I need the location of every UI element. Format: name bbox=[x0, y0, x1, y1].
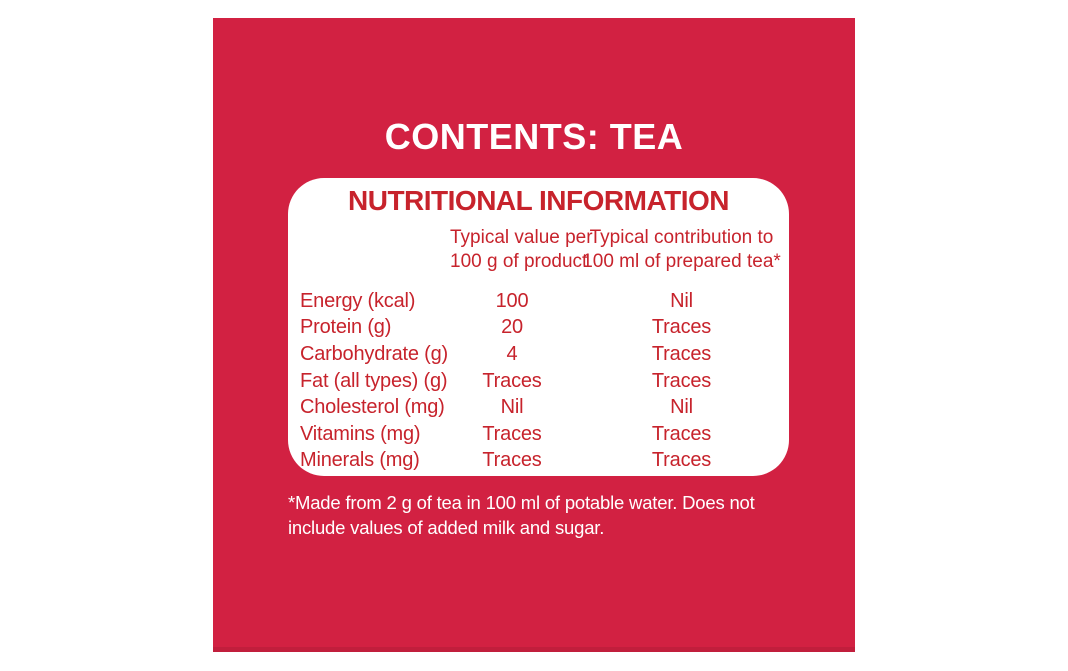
footnote bbox=[288, 490, 848, 540]
row-value: 20 bbox=[501, 316, 523, 339]
row-value: Nil bbox=[500, 396, 524, 419]
row-value: 4 bbox=[506, 342, 518, 365]
row-value: Traces bbox=[482, 369, 542, 392]
footnote-line2: include values of added milk and sugar. bbox=[288, 517, 605, 538]
column-header-per-100g-line1: Typical value per bbox=[450, 227, 593, 248]
nutrition-card bbox=[288, 178, 789, 476]
row-label: Fat (all types) (g) bbox=[300, 369, 448, 392]
row-label: Protein (g) bbox=[300, 316, 392, 339]
table-row-minerals bbox=[288, 448, 789, 475]
row-contribution: Traces bbox=[651, 316, 712, 339]
column-header-per-100g bbox=[450, 226, 593, 274]
row-value: Traces bbox=[482, 449, 542, 472]
row-contribution: Nil bbox=[670, 396, 693, 419]
row-contribution: Traces bbox=[651, 342, 712, 365]
column-header-contribution-line2: 100 ml of prepared tea* bbox=[582, 251, 781, 272]
table-row-vitamins bbox=[288, 421, 789, 448]
column-header-contribution bbox=[574, 226, 789, 274]
table-row-cholesterol bbox=[288, 394, 789, 421]
nutrition-card-title: NUTRITIONAL INFORMATION bbox=[348, 185, 729, 216]
table-row-protein bbox=[288, 315, 789, 342]
column-header-spacer bbox=[300, 226, 450, 274]
nutrition-table bbox=[288, 288, 789, 474]
contents-title: CONTENTS: TEA bbox=[384, 116, 684, 157]
row-contribution: Traces bbox=[651, 422, 712, 445]
table-row-carbohydrate bbox=[288, 341, 789, 368]
row-label: Energy (kcal) bbox=[300, 289, 416, 312]
footnote-line1: *Made from 2 g of tea in 100 ml of potable water. Does not bbox=[288, 492, 755, 513]
row-contribution: Traces bbox=[651, 449, 712, 472]
row-label: Minerals (mg) bbox=[300, 449, 420, 472]
table-row-fat bbox=[288, 368, 789, 395]
column-header-contribution-line1: Typical contribution to bbox=[589, 227, 774, 248]
row-contribution: Nil bbox=[670, 289, 693, 312]
table-row-energy bbox=[288, 288, 789, 315]
row-contribution: Traces bbox=[651, 369, 712, 392]
row-value: Traces bbox=[482, 422, 542, 445]
column-header-per-100g-line2: 100 g of product bbox=[450, 251, 588, 272]
red-label-panel bbox=[213, 18, 855, 652]
row-label: Vitamins (mg) bbox=[300, 422, 421, 445]
row-label: Cholesterol (mg) bbox=[300, 396, 445, 419]
row-value: 100 bbox=[495, 289, 529, 312]
column-headers bbox=[288, 226, 789, 274]
row-label: Carbohydrate (g) bbox=[300, 342, 448, 365]
